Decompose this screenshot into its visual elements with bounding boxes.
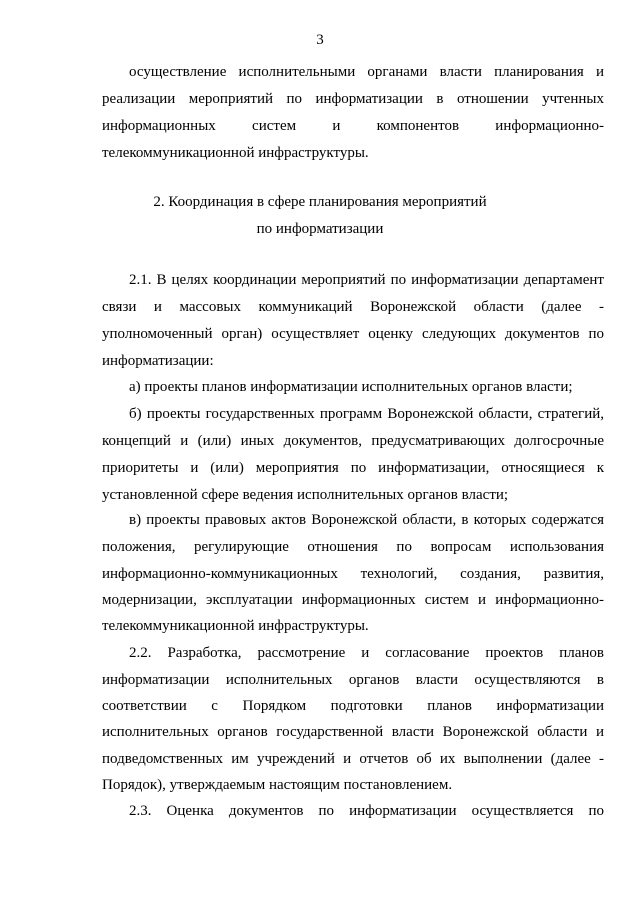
section-heading-line-2: по информатизации xyxy=(256,221,384,237)
paragraph-line: информационных систем и компонентов информационно- xyxy=(102,118,604,134)
list-item-line: концепций и (или) иных документов, предусматривающих долгосрочные xyxy=(102,433,604,449)
paragraph-line: 2.2. Разработка, рассмотрение и согласование проектов планов xyxy=(129,645,604,661)
paragraph-line: исполнительных органов государственной власти Воронежской области и xyxy=(102,724,604,740)
list-item-line: в) проекты правовых актов Воронежской области, в которых содержатся xyxy=(129,512,604,528)
section-heading-line-1: 2. Координация в сфере планирования мероприятий xyxy=(153,194,487,210)
paragraph-line: связи и массовых коммуникаций Воронежской области (далее - xyxy=(102,299,604,315)
paragraph-line: осуществление исполнительными органами власти планирования и xyxy=(129,64,604,80)
paragraph-line: реализации мероприятий по информатизации в отношении учтенных xyxy=(102,91,604,107)
page-number: 3 xyxy=(316,32,324,48)
paragraph-line: уполномоченный орган) осуществляет оценку следующих документов по xyxy=(102,326,604,342)
list-item-line: модернизации, эксплуатации информационных систем и информационно- xyxy=(102,592,604,608)
paragraph-line: информатизации исполнительных органов власти осуществляются в xyxy=(102,672,604,688)
paragraph-line: 2.3. Оценка документов по информатизации осуществляется по xyxy=(129,803,604,819)
list-item-line: а) проекты планов информатизации исполнительных органов власти; xyxy=(129,379,573,395)
list-item-line: приоритеты и (или) мероприятия по информатизации, относящиеся к xyxy=(102,460,604,476)
paragraph-line: телекоммуникационной инфраструктуры. xyxy=(102,145,369,161)
list-item-line: телекоммуникационной инфраструктуры. xyxy=(102,618,369,634)
list-item-line: б) проекты государственных программ Воронежской области, стратегий, xyxy=(129,406,604,422)
paragraph-line: Порядок), утверждаемым настоящим постановлением. xyxy=(102,777,453,793)
list-item-line: установленной сфере ведения исполнительных органов власти; xyxy=(102,487,509,503)
paragraph-line: 2.1. В целях координации мероприятий по информатизации департамент xyxy=(129,272,604,288)
paragraph-line: подведомственных им учреждений и отчетов об их выполнении (далее - xyxy=(102,751,604,767)
paragraph-line: соответствии с Порядком подготовки планов информатизации xyxy=(102,698,604,714)
paragraph-line: информатизации: xyxy=(102,353,214,369)
list-item-line: информационно-коммуникационных технологий, создания, развития, xyxy=(102,566,604,582)
list-item-line: положения, регулирующие отношения по вопросам использования xyxy=(102,539,604,555)
